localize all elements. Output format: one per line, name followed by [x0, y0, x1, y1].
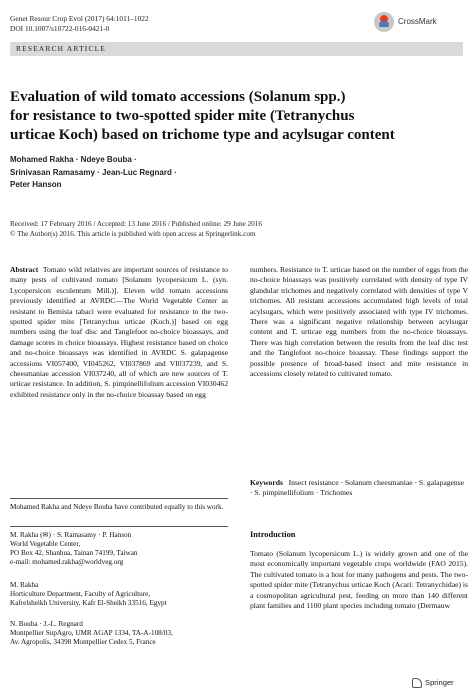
equal-contribution-footnote: Mohamed Rakha and Ndeye Bouba have contributed equally to this work.: [10, 503, 224, 511]
author-list: [10, 154, 330, 192]
author-line: Srinivasan Ramasamy · Jean-Luc Regnard ·: [10, 167, 177, 177]
keywords-text: Insect resistance · Solanum cheesmaniae · S. galapagense · S. pimpinellifolium · Trichomes: [250, 478, 465, 498]
affiliation-address: Av. Agropolis, 34398 Montpellier Cedex 5, France: [10, 638, 156, 646]
crossmark-badge[interactable]: [374, 12, 473, 34]
affiliation-address: PO Box 42, Shanhua, Tainan 74199, Taiwan: [10, 549, 138, 557]
keywords-heading: Keywords: [250, 478, 283, 487]
publication-dates: [10, 220, 450, 239]
journal-citation: Genet Resour Crop Evol (2017) 64:1011–1022: [10, 14, 149, 23]
abstract-column-2: [250, 265, 468, 379]
affiliation-3: [10, 620, 228, 647]
affiliation-names: M. Rakha: [10, 581, 39, 589]
affiliation-2: [10, 581, 228, 608]
publisher-name: Springer: [425, 678, 454, 687]
affiliation-address: Kafrelsheikh University, Kafr El-Sheikh 33516, Egypt: [10, 599, 167, 607]
springer-horse-icon: [412, 678, 422, 688]
affiliation-names: M. Rakha (✉) · S. Ramasamy · P. Hanson: [10, 531, 132, 539]
footnote-divider: [10, 498, 228, 499]
title-line: Evaluation of wild tomato accessions (Solanum spp.): [10, 89, 346, 105]
affiliation-1: [10, 531, 228, 567]
affiliation-org: Montpellier SupAgro, UMR AGAP 1334, TA-A-108/03,: [10, 629, 173, 637]
journal-header: [10, 14, 149, 33]
doi[interactable]: DOI 10.1007/s10722-016-0421-0: [10, 23, 110, 33]
author-line: Peter Hanson: [10, 180, 62, 189]
abstract-column-1: [10, 265, 228, 400]
introduction-heading: Introduction: [250, 530, 296, 539]
publisher-logo: [412, 677, 472, 689]
affiliation-org: Horticulture Department, Faculty of Agriculture,: [10, 590, 151, 598]
affiliation-org: World Vegetable Center,: [10, 540, 81, 548]
corresponding-email[interactable]: e-mail: mohamed.rakha@worldveg.org: [10, 558, 124, 566]
abstract-heading: Abstract: [10, 265, 39, 274]
article-title: [10, 88, 450, 145]
title-line: for resistance to two-spotted spider mite (Tetranychus: [10, 108, 355, 124]
crossmark-label: CrossMark: [398, 17, 437, 26]
title-line: urticae Koch) based on trichome type and acylsugar content: [10, 127, 395, 143]
abstract-text-1: Tomato wild relatives are important sources of resistance to many pests of cultivated tomato [Solanum lycopersicum L. (syn. Lycopersicon esculentum Mill.)]. Eleven wild tomato accessions previously identified at AVRDC—The World Vegetable Center as resistant to Bemisia tabaci were evaluated for resistance to the two-spotted spider mite [Tetranychus urticae (Koch.)] based on egg numbers using the leaf disc and Tanglefoot no-choice bioassays, and damage scores in choice bioassays. Highest resistance based on choice and no-choice bioassays was identified in AVRDC S. galapagense accessions VI057400, VI045262, VI037869 and VI037239, and S. cheesmaniae accession VI037240, all of which are new sources of T. urticae resistance. In addition, S. pimpinellifolium accession VI030462 exhibited resistance only in the no-choice bioassay based on egg: [10, 265, 228, 399]
crossmark-icon: [374, 12, 394, 32]
affiliation-divider: [10, 526, 228, 527]
introduction-text: Tomato (Solanum lycopersicum L.) is widely grown and one of the most economically important vegetable crops worldwide (FAO 2015). The cultivated tomato is a host for many pathogens and pests. The two-spotted spider mite (Tetranychus urticae Koch (Acari: Tetranychidae) is a cosmopolitan agricultural pest, feeding on more than 140 different plant families and 1100 plant species including tomato (Dermauw: [250, 549, 468, 611]
article-type-banner: RESEARCH ARTICLE: [10, 42, 463, 56]
history-dates: Received: 17 February 2016 / Accepted: 13 June 2016 / Published online: 29 June 2016: [10, 220, 262, 228]
abstract-text-2: numbers. Resistance to T. urticae based on the number of eggs from the no-choice bioassays was positively correlated with density of type IV glandular trichomes and negatively correlated with densities of type V trichomes. All resistant accessions accumulated high levels of total acylsugars, which were positively associated with type IV trichomes. There was a significant negative relationship between acylsugar content and T. urticae egg numbers from the no-choice bioassays. There was high correlation between the results from the leaf disc test and the Tanglefoot no-choice bioassay. These findings support the possible presence of broad-based insect and mite resistance in accessions closely related to cultivated tomato.: [250, 265, 468, 379]
affiliation-names: N. Bouba · J.-L. Regnard: [10, 620, 83, 628]
author-line: Mohamed Rakha · Ndeye Bouba ·: [10, 155, 137, 164]
keywords: [250, 478, 468, 499]
copyright-notice: © The Author(s) 2016. This article is published with open access at Springerlink.com: [10, 229, 256, 238]
